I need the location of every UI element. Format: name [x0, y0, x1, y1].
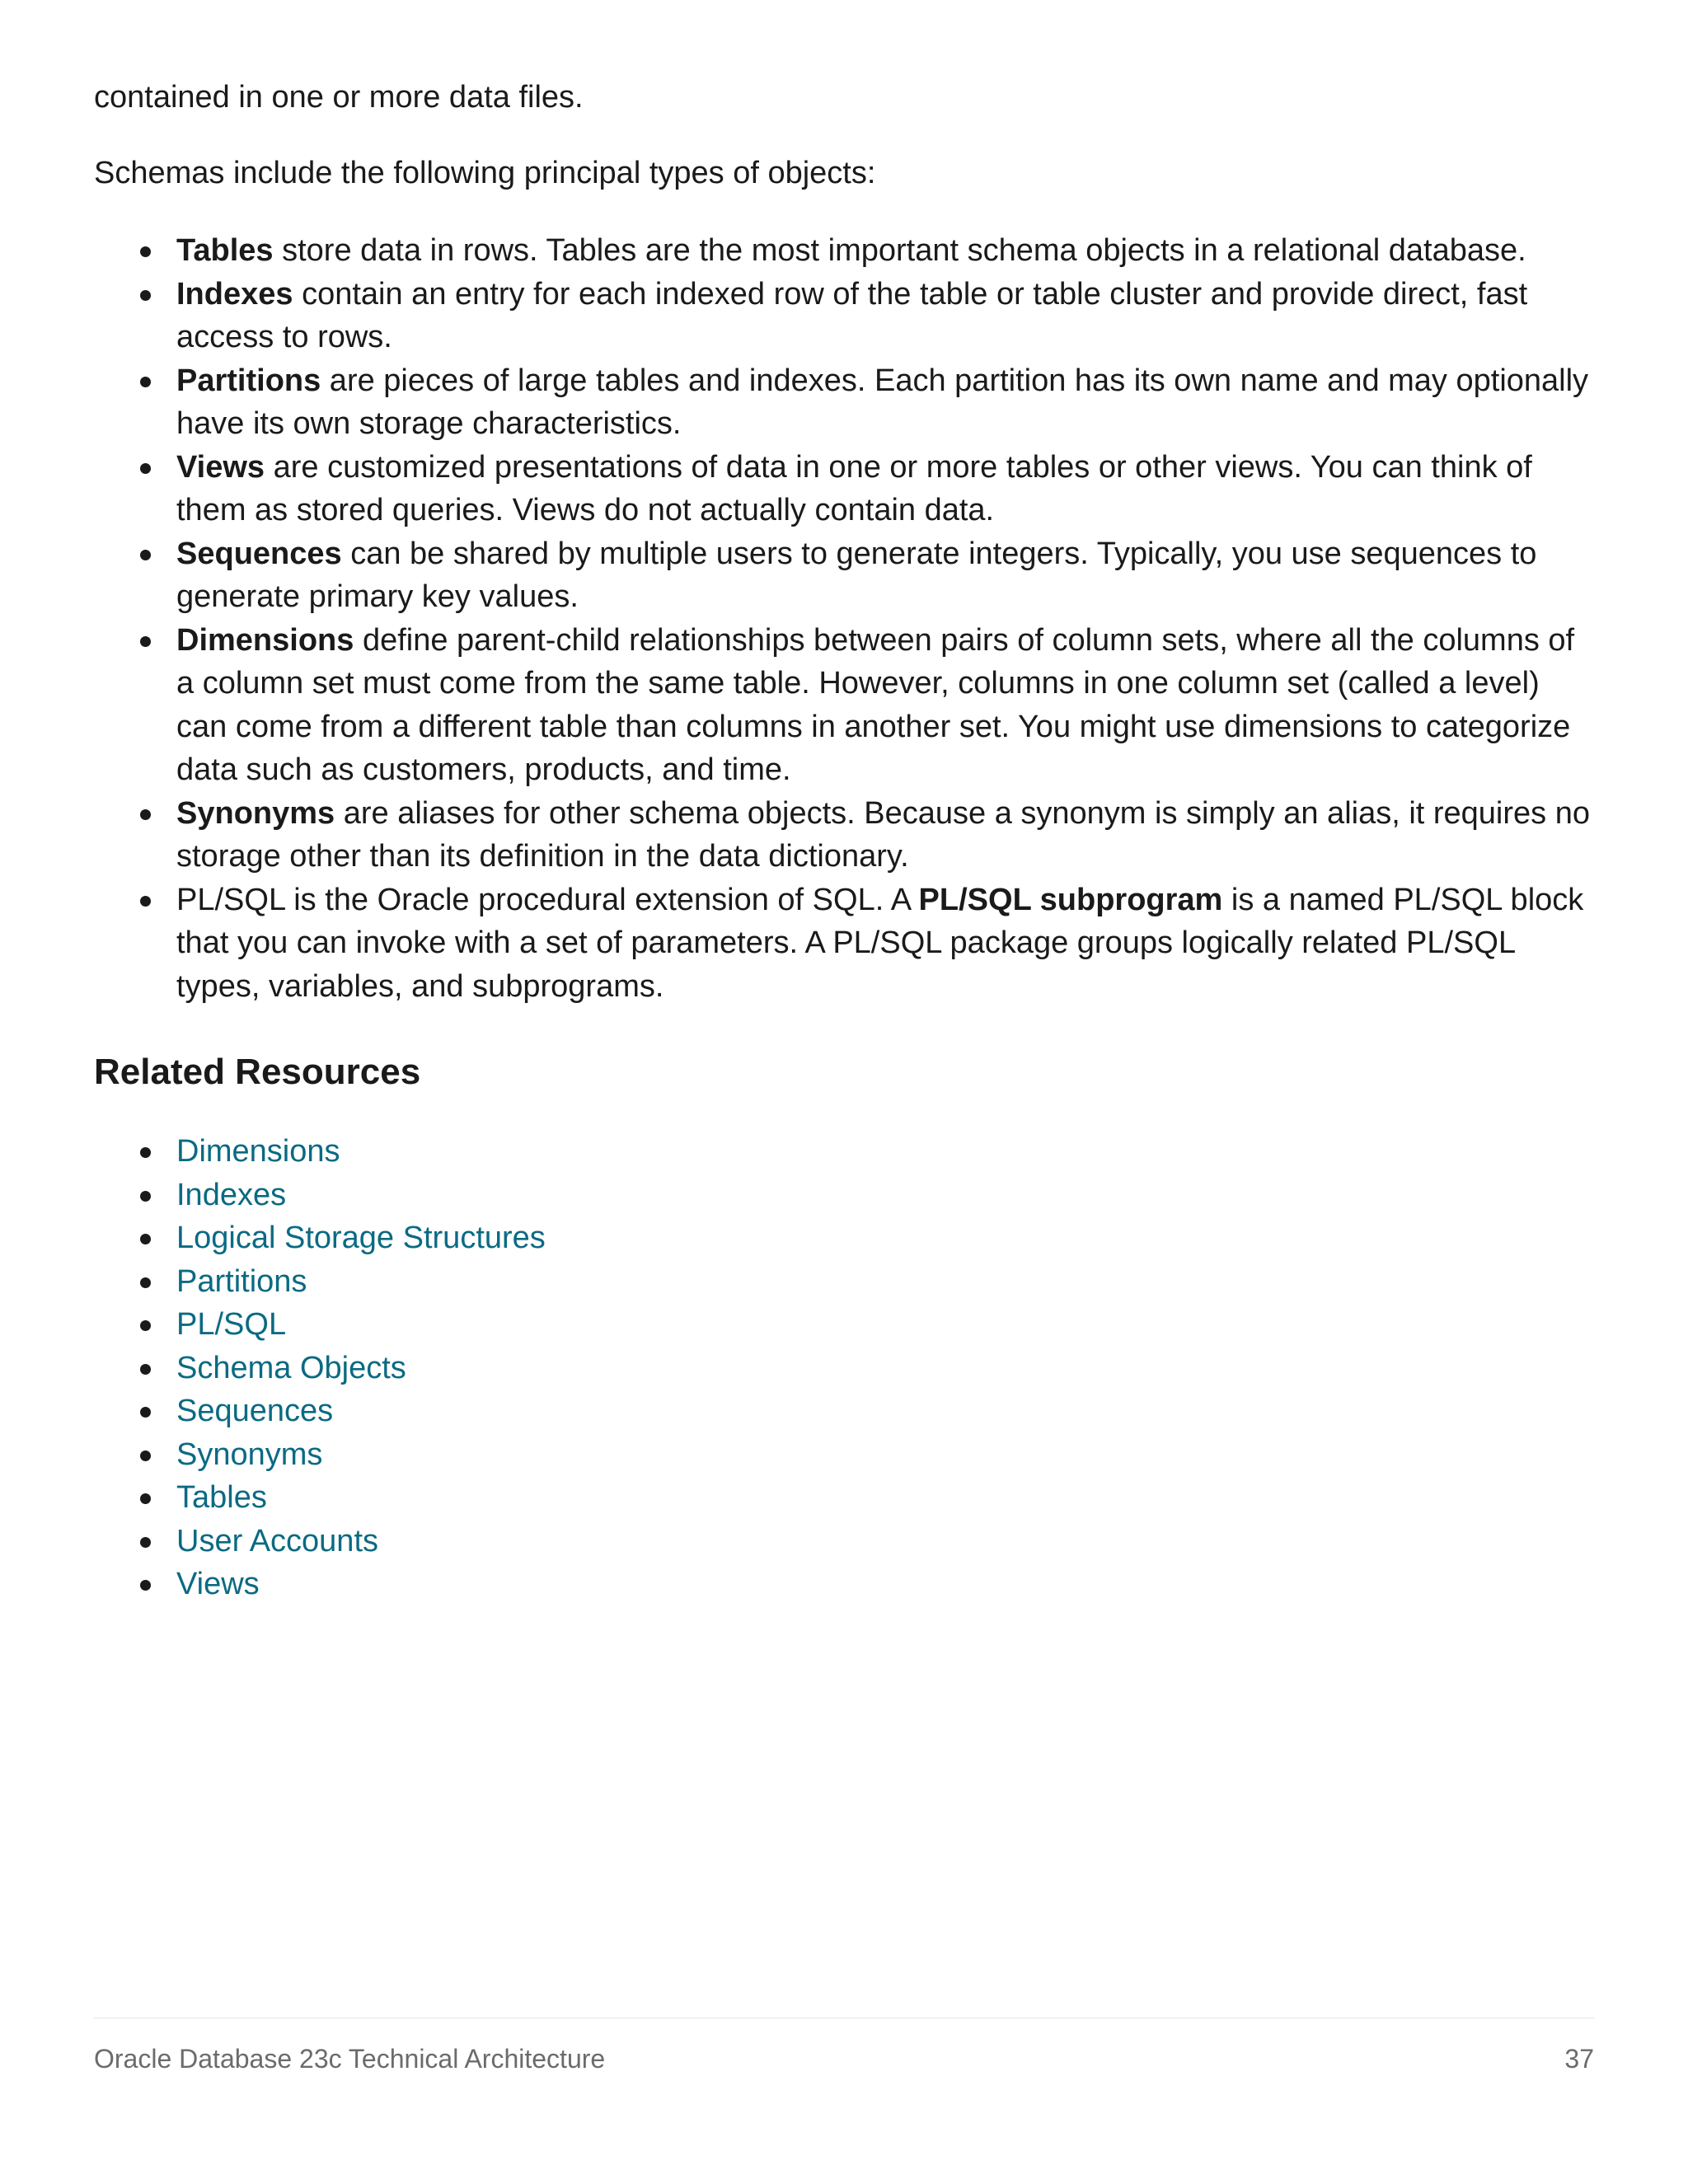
- list-item: [94, 1520, 1594, 1563]
- list-item-indexes: [94, 273, 1594, 359]
- list-item-views: [94, 446, 1594, 532]
- term: Views: [176, 449, 265, 485]
- term: Indexes: [176, 276, 293, 312]
- list-item-sequences: [94, 532, 1594, 619]
- bullet-icon: [140, 1320, 151, 1331]
- list-item-tables: [94, 229, 1594, 273]
- intro-continuation: contained in one or more data files.: [94, 80, 584, 115]
- term: Dimensions: [176, 622, 354, 658]
- link-views[interactable]: Views: [176, 1567, 260, 1601]
- link-indexes[interactable]: Indexes: [176, 1177, 287, 1212]
- term: PL/SQL subprogram: [918, 882, 1223, 917]
- list-item: [94, 1476, 1594, 1520]
- bullet-icon: [140, 896, 151, 907]
- link-plsql[interactable]: PL/SQL: [176, 1307, 287, 1342]
- list-item: [94, 1433, 1594, 1477]
- related-resources-list: [94, 1130, 1594, 1606]
- bullet-icon: [140, 290, 151, 301]
- document-body: [94, 76, 1594, 1606]
- list-item-dimensions: [94, 619, 1594, 792]
- list-item: [94, 1303, 1594, 1347]
- bullet-icon: [140, 463, 151, 474]
- bullet-icon: [140, 636, 151, 647]
- page-number: 37: [1564, 2044, 1594, 2074]
- term: Synonyms: [176, 795, 335, 831]
- link-user-accounts[interactable]: User Accounts: [176, 1523, 378, 1558]
- bullet-icon: [140, 1451, 151, 1461]
- link-synonyms[interactable]: Synonyms: [176, 1436, 323, 1472]
- bullet-icon: [140, 1580, 151, 1591]
- bullet-icon: [140, 1191, 151, 1202]
- list-item-plsql: [94, 879, 1594, 1009]
- link-sequences[interactable]: Sequences: [176, 1394, 334, 1428]
- list-item: [94, 1216, 1594, 1260]
- description: contain an entry for each indexed row of the table or table cluster and provide direct, fast access to rows.: [176, 276, 1528, 354]
- link-tables[interactable]: Tables: [176, 1480, 267, 1515]
- list-item: [94, 1174, 1594, 1217]
- list-item: [94, 1130, 1594, 1174]
- list-item: [94, 1390, 1594, 1433]
- description: store data in rows. Tables are the most important schema objects in a relational database.: [273, 233, 1526, 268]
- list-item-partitions: [94, 359, 1594, 446]
- intro-lead: Schemas include the following principal types of objects:: [94, 156, 876, 190]
- bullet-icon: [140, 1234, 151, 1244]
- link-dimensions[interactable]: Dimensions: [176, 1134, 340, 1169]
- description: are customized presentations of data in one or more tables or other views. You can think of them as stored queries. Views do not actually contain data.: [176, 449, 1532, 527]
- bullet-icon: [140, 809, 151, 820]
- term: Partitions: [176, 363, 321, 398]
- description-prefix: PL/SQL is the Oracle procedural extension of SQL. A: [176, 882, 919, 917]
- bullet-icon: [140, 377, 151, 387]
- list-item: [94, 1347, 1594, 1390]
- description: can be shared by multiple users to generate integers. Typically, you use sequences to generate primary key values.: [176, 536, 1537, 614]
- list-item: [94, 1260, 1594, 1304]
- description: are aliases for other schema objects. Because a synonym is simply an alias, it requires no storage other than its definition in the data dictionary.: [176, 795, 1590, 874]
- term: Sequences: [176, 536, 342, 571]
- footer-title: Oracle Database 23c Technical Architecture: [94, 2044, 606, 2074]
- list-item-synonyms: [94, 792, 1594, 879]
- schema-object-list: [94, 229, 1594, 1008]
- description: define parent-child relationships between pairs of column sets, where all the columns of a column set must come from the same table. However, columns in one column set (called a level) can come from a different table than columns in another set. You might use dimensions to categorize data such as customers, products, and time.: [176, 622, 1575, 787]
- bullet-icon: [140, 1277, 151, 1288]
- bullet-icon: [140, 246, 151, 257]
- bullet-icon: [140, 1493, 151, 1504]
- description-suffix: is a named PL/SQL block that you can invoke with a set of parameters. A PL/SQL package groups logically related PL/SQL types, variables, and subprograms.: [176, 882, 1584, 1004]
- bullet-icon: [140, 1147, 151, 1158]
- bullet-icon: [140, 1537, 151, 1548]
- list-item: [94, 1563, 1594, 1606]
- bullet-icon: [140, 550, 151, 560]
- bullet-icon: [140, 1407, 151, 1418]
- page-footer: [94, 2042, 1594, 2075]
- bullet-icon: [140, 1364, 151, 1375]
- description: are pieces of large tables and indexes. Each partition has its own name and may optionally have its own storage characteristics.: [176, 363, 1589, 441]
- related-resources-heading: Related Resources: [94, 1052, 421, 1092]
- link-schema-objects[interactable]: Schema Objects: [176, 1350, 406, 1385]
- link-partitions[interactable]: Partitions: [176, 1263, 307, 1299]
- link-logical-storage-structures[interactable]: Logical Storage Structures: [176, 1221, 546, 1255]
- term: Tables: [176, 233, 274, 268]
